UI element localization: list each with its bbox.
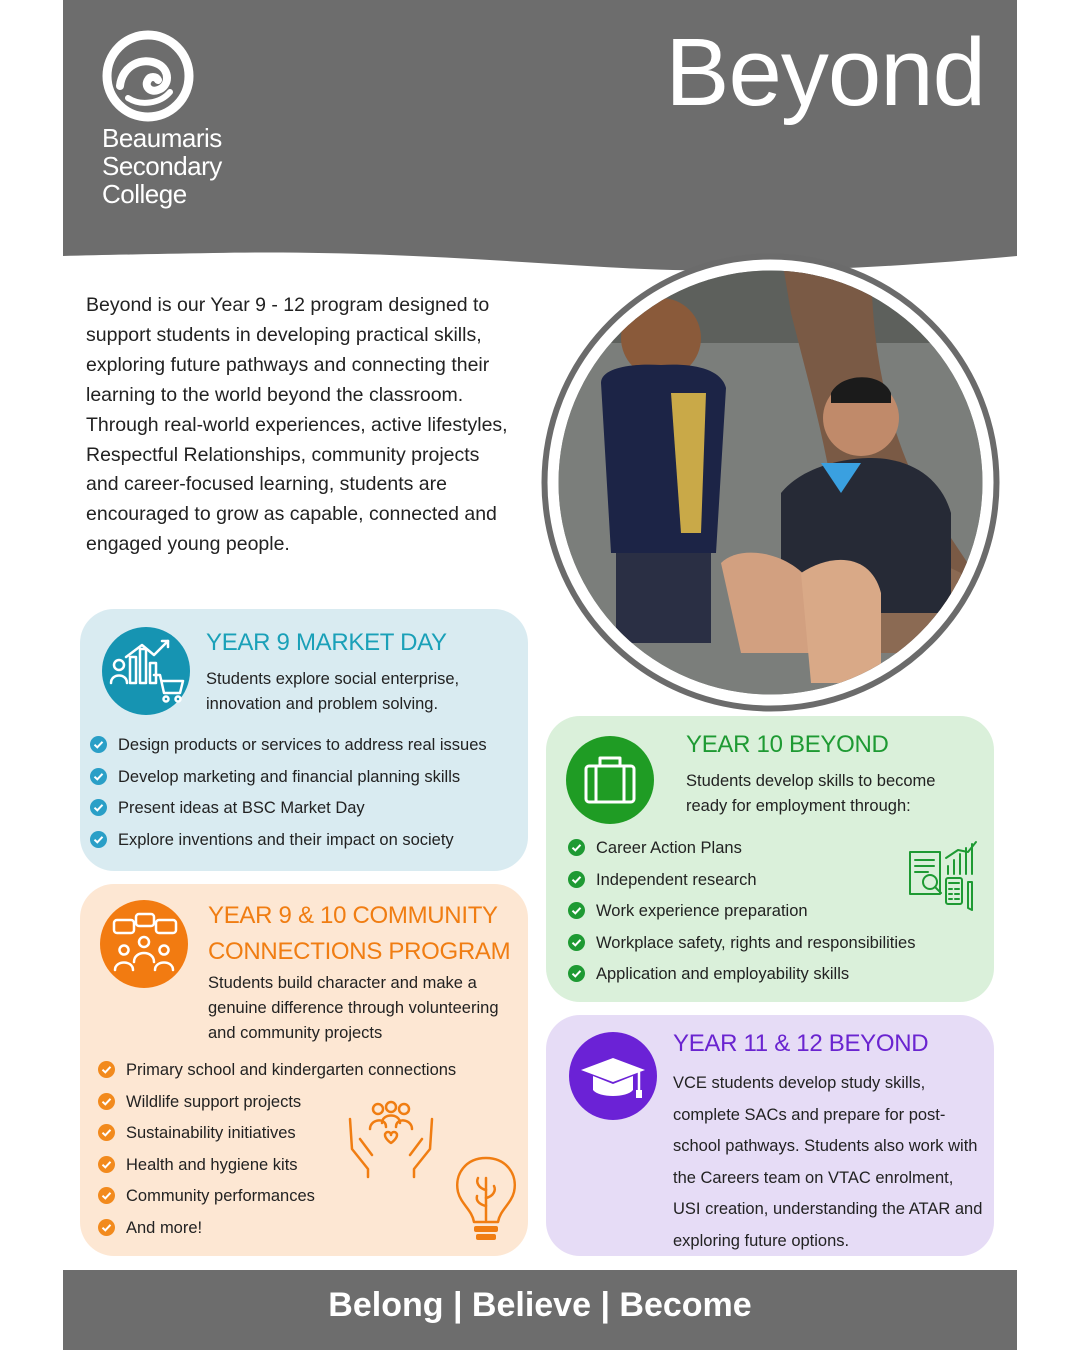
list-item-text: And more!	[126, 1218, 203, 1237]
check-circle-icon	[98, 1219, 115, 1236]
community-title	[208, 898, 510, 970]
check-circle-icon	[98, 1187, 115, 1204]
list-item-text: Application and employability skills	[596, 965, 850, 983]
list-item-text: Sustainability initiatives	[126, 1124, 296, 1142]
check-circle-icon	[98, 1156, 115, 1173]
check-circle-icon	[90, 736, 107, 753]
helping-hands-icon	[346, 1099, 436, 1179]
check-circle-icon	[568, 839, 585, 856]
market-day-title: YEAR 9 MARKET DAY	[206, 629, 447, 656]
year10-description: Students develop skills to become ready for employment through:	[686, 772, 936, 815]
list-item-text: Design products or services to address real issues	[118, 736, 487, 754]
list-item-text: Independent research	[596, 870, 757, 889]
card-year11-12-beyond	[546, 1015, 994, 1256]
list-item	[568, 836, 915, 868]
card-community-connections	[80, 884, 528, 1256]
check-circle-icon	[568, 965, 585, 982]
list-item	[90, 828, 487, 860]
community-title-line-1: YEAR 9 & 10 COMMUNITY	[208, 902, 498, 929]
market-day-list	[90, 733, 487, 859]
briefcase-icon	[566, 736, 654, 824]
list-item-text: Primary school and kindergarten connections	[126, 1061, 457, 1079]
footer-banner	[63, 1270, 1017, 1350]
market-chart-icon	[102, 627, 190, 715]
card-year9-market-day	[80, 609, 528, 871]
list-item	[568, 868, 915, 900]
school-name-line-1: Beaumaris	[102, 123, 222, 153]
community-chat-icon	[100, 900, 188, 988]
check-circle-icon	[90, 799, 107, 816]
community-description: Students build character and make a genuine difference through volunteering and community projects	[208, 974, 499, 1042]
year10-list	[568, 836, 915, 994]
check-circle-icon	[98, 1093, 115, 1110]
lightbulb-plant-icon	[450, 1154, 522, 1250]
list-item	[90, 733, 487, 765]
list-item-text: Health and hygiene kits	[126, 1155, 298, 1174]
wave-logo-icon	[100, 28, 196, 124]
list-item	[568, 931, 915, 963]
card-year10-beyond	[546, 716, 994, 1002]
check-circle-icon	[568, 934, 585, 951]
list-item	[98, 1216, 456, 1248]
year11-12-title: YEAR 11 & 12 BEYOND	[673, 1030, 929, 1057]
list-item	[568, 962, 915, 994]
year11-12-description: VCE students develop study skills, complete SACs and prepare for post-school pathways. Students also work with the Careers team on VTAC enrolment, USI creation, understanding the ATAR and exploring future options.	[673, 1074, 983, 1250]
check-circle-icon	[98, 1124, 115, 1141]
market-day-description: Students explore social enterprise, innovation and problem solving.	[206, 670, 460, 713]
school-logo	[100, 28, 260, 218]
list-item-text: Wildlife support projects	[126, 1092, 302, 1111]
report-analysis-icon	[906, 838, 980, 912]
photo-of-student-and-child-under-tree	[541, 253, 1000, 712]
intro-paragraph: Beyond is our Year 9 - 12 program designed to support students in developing practical skills, exploring future pathways and connecting their learning to the world beyond the classroom. Through real-world experiences, active lifestyles, Respectful Relationships, community projects and career-focused learning, students are encouraged to grow as capable, connected and engaged young people.	[86, 294, 508, 556]
page-title: Beyond	[665, 19, 985, 126]
list-item	[98, 1184, 456, 1216]
list-item	[90, 796, 487, 828]
school-name-line-3: College	[102, 179, 187, 209]
list-item-text: Career Action Plans	[596, 839, 742, 857]
year10-title: YEAR 10 BEYOND	[686, 731, 889, 758]
check-circle-icon	[568, 871, 585, 888]
check-circle-icon	[98, 1061, 115, 1078]
school-name-line-2: Secondary	[102, 151, 222, 181]
list-item-text: Workplace safety, rights and responsibilities	[596, 933, 916, 952]
check-circle-icon	[90, 768, 107, 785]
check-circle-icon	[568, 902, 585, 919]
list-item-text: Develop marketing and financial planning skills	[118, 767, 461, 786]
graduation-cap-icon	[569, 1032, 657, 1120]
list-item	[568, 899, 915, 931]
list-item-text: Work experience preparation	[596, 902, 808, 920]
footer-tagline: Belong | Believe | Become	[328, 1286, 752, 1324]
list-item	[98, 1058, 456, 1090]
list-item	[90, 765, 487, 797]
list-item-text: Present ideas at BSC Market Day	[118, 799, 365, 817]
list-item-text: Explore inventions and their impact on society	[118, 830, 454, 849]
list-item-text: Community performances	[126, 1187, 315, 1205]
community-title-line-2: CONNECTIONS PROGRAM	[208, 938, 511, 965]
check-circle-icon	[90, 831, 107, 848]
